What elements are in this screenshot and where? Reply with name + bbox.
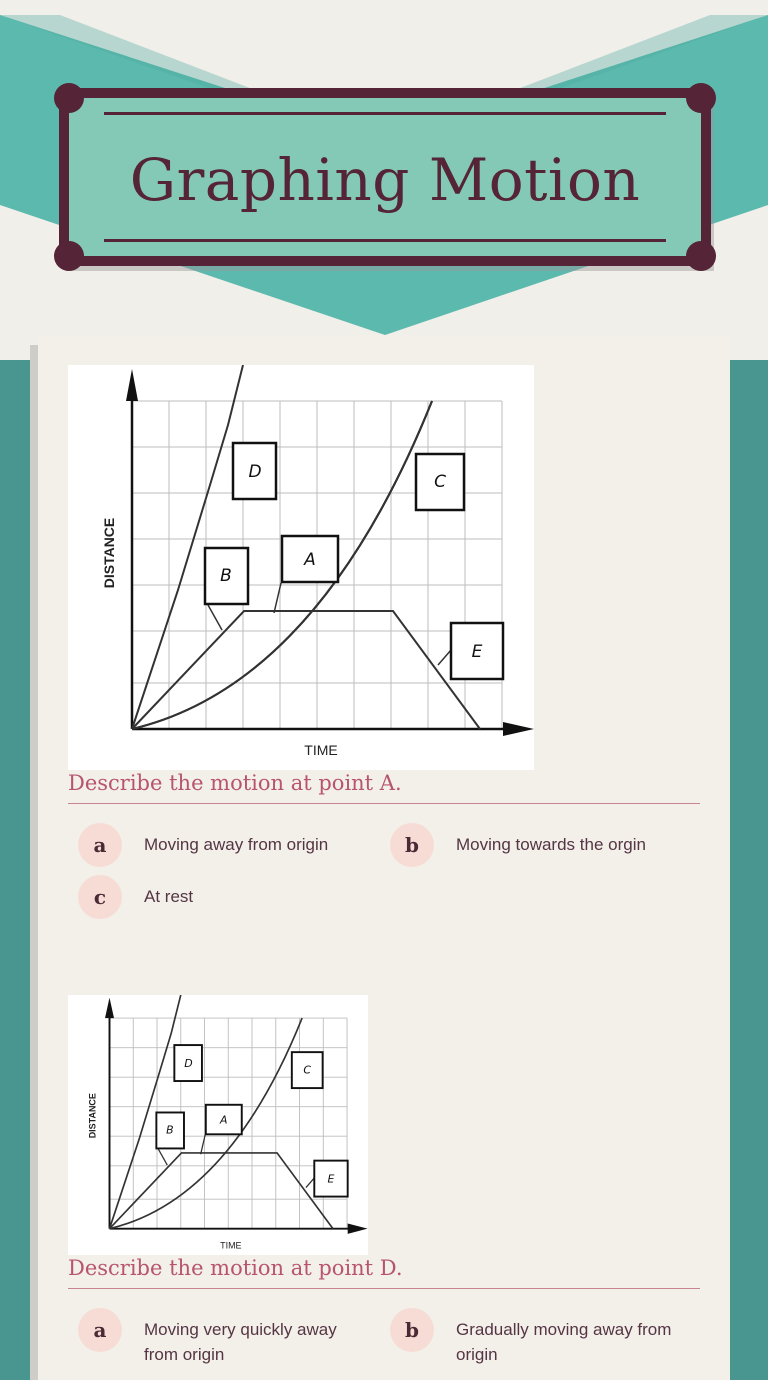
option-text: Moving very quickly away from origin	[144, 1320, 337, 1364]
title-banner-inner	[69, 98, 701, 256]
option-text: Moving away from origin	[144, 835, 329, 854]
option-letter-badge: c	[78, 875, 122, 919]
question-1-figure	[68, 365, 534, 770]
option-letter-badge: a	[78, 823, 122, 867]
box-c-label: C	[303, 1063, 312, 1077]
box-b-label: B	[220, 566, 232, 586]
box-e-label: E	[471, 642, 483, 662]
option-letter-badge: b	[390, 823, 434, 867]
banner-rule-bottom	[104, 239, 666, 242]
x-axis-label: TIME	[304, 742, 338, 758]
question-2-prompt: Describe the motion at point D.	[68, 1256, 700, 1289]
page-title: Graphing Motion	[129, 146, 641, 214]
motion-graph	[68, 365, 534, 770]
motion-graph	[68, 995, 368, 1255]
box-a-label: A	[304, 550, 316, 570]
box-b-label: B	[166, 1123, 174, 1137]
worksheet-card	[38, 335, 730, 1380]
question-2-option-a[interactable]	[78, 1308, 374, 1367]
x-axis-label: TIME	[220, 1240, 242, 1251]
question-2-option-b[interactable]	[390, 1308, 686, 1367]
question-1-option-a[interactable]	[78, 823, 374, 867]
question-1-option-b[interactable]	[390, 823, 686, 867]
question-2-figure	[68, 995, 368, 1255]
option-text: Moving towards the orgin	[456, 835, 646, 854]
option-letter-badge: b	[390, 1308, 434, 1352]
y-axis-label: DISTANCE	[87, 1093, 98, 1139]
box-a-label: A	[220, 1113, 228, 1127]
box-d-label: D	[184, 1056, 193, 1070]
box-c-label: C	[434, 472, 446, 492]
box-d-label: D	[248, 462, 262, 482]
question-1-prompt: Describe the motion at point A.	[68, 771, 700, 804]
banner-rule-top	[104, 112, 666, 115]
title-banner	[59, 88, 711, 266]
option-letter-badge: a	[78, 1308, 122, 1352]
box-e-label: E	[327, 1172, 335, 1186]
option-text: Gradually moving away from origin	[456, 1320, 672, 1364]
y-axis-label: DISTANCE	[101, 517, 117, 589]
question-1-option-c[interactable]	[78, 875, 374, 919]
option-text: At rest	[144, 887, 194, 906]
